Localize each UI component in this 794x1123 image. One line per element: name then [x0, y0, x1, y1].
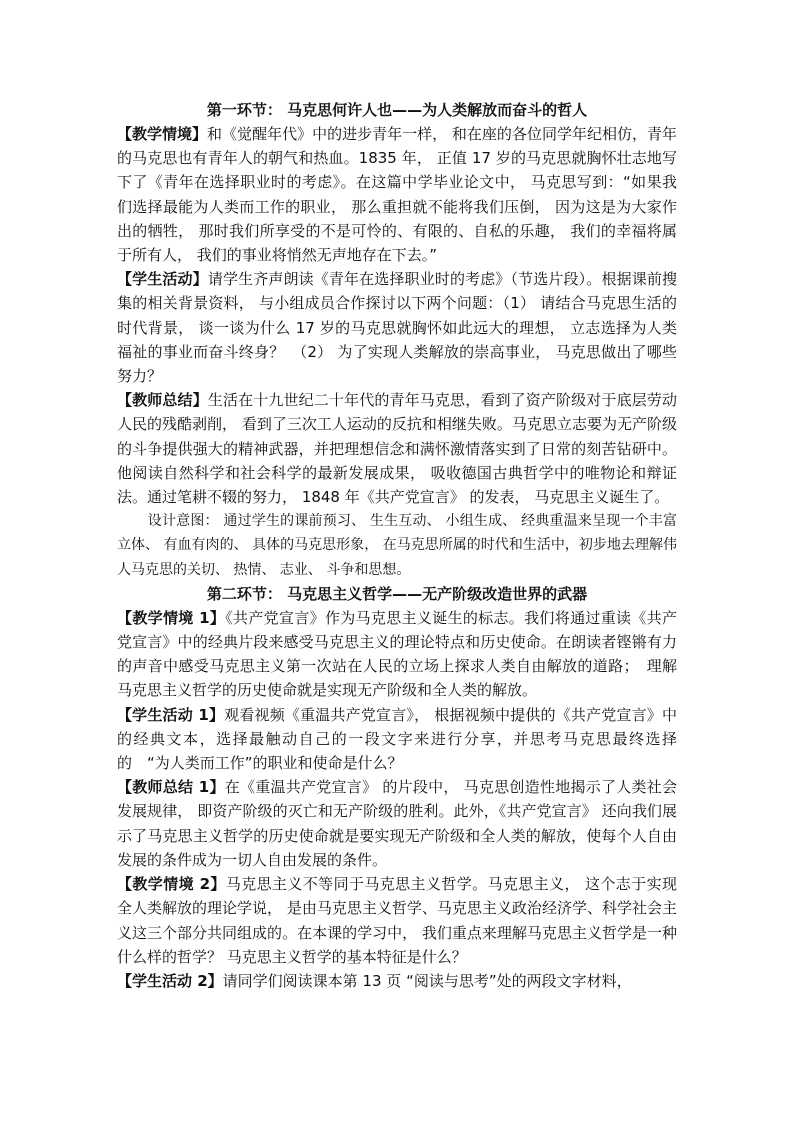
section1-design-intent: 设计意图： 通过学生的课前预习、 生生互动、 小组生成、 经典重温来呈现一个丰富立体、 有血有肉的、 具体的马克思形象， 在马克思所属的时代和生活中，初步地去理解伟人马克思的关切、 热情、 志业、 斗争和思想。 — [117, 513, 677, 578]
section1-student-activity — [117, 267, 677, 388]
section2-teaching-context-1 — [117, 606, 677, 703]
section1-teacher-summary — [117, 388, 677, 509]
section2-heading: 第二环节： 马克思主义哲学——无产阶级改造世界的武器 — [206, 584, 588, 603]
teacher-summary-1-text: 在《重温共产党宣言》 的片段中， 马克思创造性地揭示了人类社会发展规律， 即资产阶级的灭亡和无产阶级的胜利。此外，《共产党宣言》 还向我们展示了马克思主义哲学的历史使命就是要实现无产阶级和全人类的解放，使每个人自由发展的条件成为一切人自由发展的条件。 — [117, 778, 677, 869]
student-activity-1-label: 【学生活动 1】 — [117, 705, 225, 724]
section2-student-activity-1 — [117, 703, 677, 776]
student-activity-2-label: 【学生活动 2】 — [117, 971, 223, 990]
teaching-context-2-label: 【教学情境 2】 — [117, 875, 226, 894]
section2-student-activity-2 — [117, 969, 677, 993]
teaching-context-text: 和《觉醒年代》中的进步青年一样， 和在座的各位同学年纪相仿，青年的马克思也有青年人的朝气和热血。1835 年， 正值 17 岁的马克思就胸怀壮志地写下了《青年在选择职业时的考虑》。在这篇中学毕业论文中， 马克思写到：“如果我们选择最能为人类而工作的职业， 那么重担就不能将我们压倒， 因为这是为大家作出的牺牲， 那时我们所享受的不是可怜的、有限的、自私的乐趣， 我们的幸福将属于所有人， 我们的事业将悄然无声地存在下去。” — [117, 125, 677, 265]
section1-heading: 第一环节： 马克思何许人也——为人类解放而奋斗的哲人 — [206, 101, 588, 119]
section2-teaching-context-2 — [117, 872, 677, 969]
teaching-context-2-text: 马克思主义不等同于马克思主义哲学。马克思主义， 这个志于实现全人类解放的理论学说， 是由马克思主义哲学、马克思主义政治经济学、科学社会主义这三个部分共同组成的。在本课的学习中， 我们重点来理解马克思主义哲学是一种什么样的哲学？ 马克思主义哲学的基本特征是什么？ — [117, 875, 677, 966]
teaching-context-1-label: 【教学情境 1】 — [117, 608, 226, 627]
section1-teaching-context — [117, 122, 677, 267]
teaching-context-1-text: 《共产党宣言》作为马克思主义诞生的标志。我们将通过重读《共产党宣言》中的经典片段来感受马克思主义的理论特点和历史使命。在朗读者铿锵有力的声音中感受马克思主义第一次站在人民的立场上探求人类自由解放的道路； 理解马克思主义哲学的历史使命就是实现无产阶级和全人类的解放。 — [117, 608, 677, 700]
student-activity-label: 【学生活动】 — [117, 270, 208, 289]
teaching-context-label: 【教学情境】 — [117, 125, 208, 143]
student-activity-text: 请学生齐声朗读《青年在选择职业时的考虑》（节选片段）。根据课前搜集的相关背景资料， 与小组成员合作探讨以下两个问题：（1） 请结合马克思生活的时代背景， 谈一谈为什么 17 岁的马克思就胸怀如此远大的理想， 立志选择为人类福祉的事业而奋斗终身？ （2） 为了实现人类解放的崇高事业， 马克思做出了哪些努力？ — [117, 270, 677, 386]
section2-teacher-summary-1 — [117, 775, 677, 872]
teacher-summary-1-label: 【教师总结 1】 — [117, 778, 225, 797]
student-activity-2-text: 请同学们阅读课本第 13 页 “阅读与思考”处的两段文字材料， — [222, 971, 632, 990]
student-activity-1-text: 观看视频《重温共产党宣言》， 根据视频中提供的《共产党宣言》中的经典文本，选择最触动自己的一段文字来进行分享，并思考马克思最终选择的 “为人类而工作”的职业和使命是什么？ — [117, 705, 677, 773]
teacher-summary-label: 【教师总结】 — [117, 391, 208, 410]
document-page — [117, 98, 677, 993]
teacher-summary-text: 生活在十九世纪二十年代的青年马克思，看到了资产阶级对于底层劳动人民的残酷剥削， 看到了三次工人运动的反抗和相继失败。马克思立志要为无产阶级的斗争提供强大的精神武器，并把理想信念和满怀激情落实到了日常的刻苦钻研中。他阅读自然科学和社会科学的最新发展成果， 吸收德国古典哲学中的唯物论和辩证法。通过笔耕不辍的努力， 1848 年《共产党宣言》 的发表， 马克思主义诞生了。 — [117, 391, 677, 507]
